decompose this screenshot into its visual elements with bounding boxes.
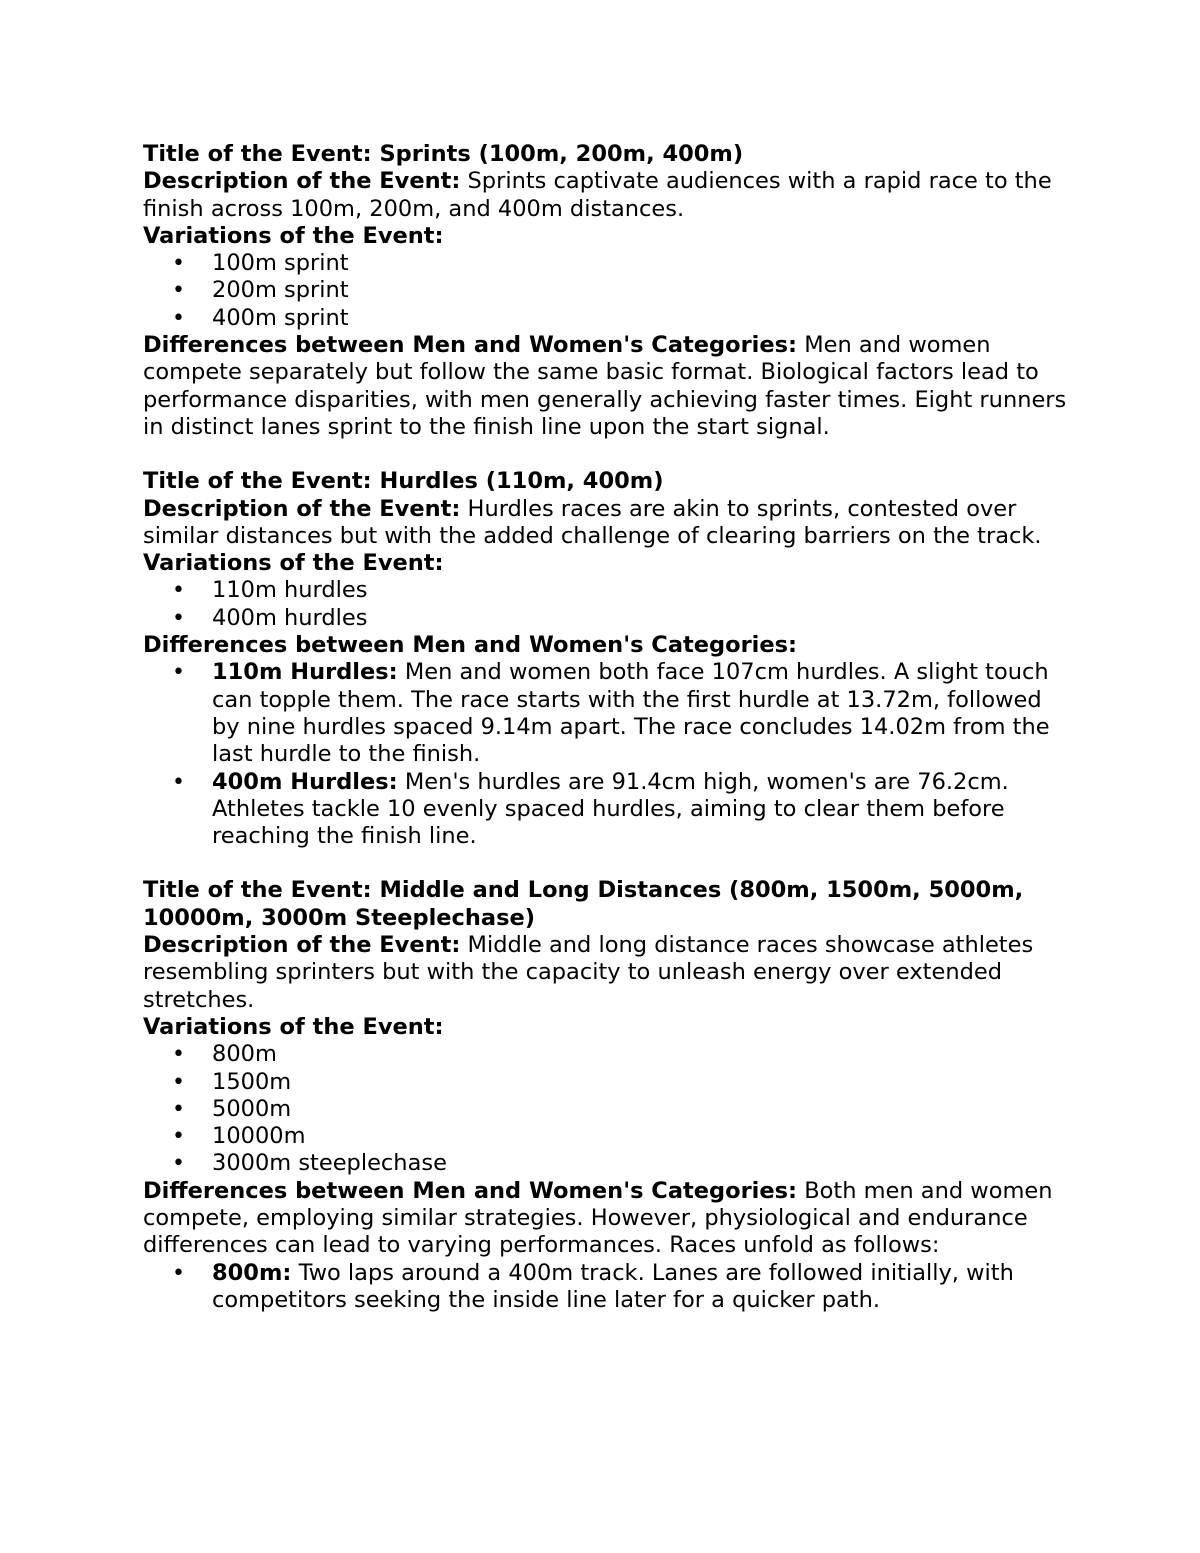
list-item: • 110m hurdles: [172, 577, 368, 604]
variations-heading: Variations of the Event:: [143, 1013, 444, 1040]
document-page: [143, 141, 1073, 1314]
variations-heading: Variations of the Event:: [143, 550, 444, 577]
variations-heading: Variations of the Event:: [143, 222, 444, 249]
description-label: Description of the Event:: [143, 495, 461, 522]
bullet-icon: •: [172, 605, 185, 631]
description-text: Sprints captivate audiences with a rapid race to the finish across 100m, 200m, and 400m distances.: [143, 168, 1052, 222]
variations-list: [143, 577, 1073, 632]
differences-heading: Differences between Men and Women's Categories:: [143, 632, 798, 659]
differences-text: Both men and women compete, employing similar strategies. However, physiological and endurance differences can lead to varying performances. Races unfold as follows:: [143, 1177, 1053, 1259]
event-title: Title of the Event: Sprints (100m, 200m, 400m): [143, 141, 744, 167]
bullet-icon: •: [172, 1124, 185, 1150]
event-description: [143, 496, 1073, 551]
list-item: • 800m: Two laps around a 400m track. Lanes are followed initially, with competitors seeking the inside line later for a quicker path.: [172, 1259, 1014, 1313]
event-section-middle-long: [143, 877, 1073, 1314]
list-item: • 800m: [172, 1041, 277, 1068]
differences-label: Differences between Men and Women's Categories:: [143, 332, 798, 359]
section-spacer: [143, 441, 1073, 468]
bullet-icon: •: [172, 1096, 185, 1122]
differences-paragraph: [143, 1178, 1073, 1260]
bullet-icon: •: [172, 578, 185, 604]
description-text: Hurdles races are akin to sprints, contested over similar distances but with the added challenge of clearing barriers on the track.: [143, 495, 1042, 549]
bullet-icon: •: [172, 278, 185, 304]
event-section-sprints: [143, 141, 1073, 441]
variations-list: [143, 1041, 1073, 1177]
list-item: • 110m Hurdles: Men and women both face 107cm hurdles. A slight touch can topple them. The race starts with the first hurdle at 13.72m, followed by nine hurdles spaced 9.14m apart. The race concludes 14.02m from the last hurdle to the finish.: [172, 659, 1050, 768]
list-item: • 400m Hurdles: Men's hurdles are 91.4cm high, women's are 76.2cm. Athletes tackle 10 evenly spaced hurdles, aiming to clear them before reaching the finish line.: [172, 768, 1009, 850]
description-label: Description of the Event:: [143, 168, 461, 195]
list-item: • 100m sprint: [172, 250, 349, 277]
bullet-icon: •: [172, 305, 185, 331]
bullet-icon: •: [172, 1151, 185, 1177]
event-title: Title of the Event: Middle and Long Distances (800m, 1500m, 5000m, 10000m, 3000m Steeplechase): [143, 877, 1024, 931]
bullet-icon: •: [172, 1260, 185, 1286]
list-item: • 400m hurdles: [172, 604, 368, 631]
differences-label: Differences between Men and Women's Categories:: [143, 1177, 798, 1204]
list-item: • 10000m: [172, 1123, 306, 1150]
list-item: • 200m sprint: [172, 277, 349, 304]
bullet-icon: •: [172, 660, 185, 686]
bullet-icon: •: [172, 769, 185, 795]
list-item: • 400m sprint: [172, 304, 349, 331]
bullet-icon: •: [172, 1069, 185, 1095]
variations-list: [143, 250, 1073, 332]
event-title: Title of the Event: Hurdles (110m, 400m): [143, 468, 664, 495]
bullet-icon: •: [172, 251, 185, 277]
description-text: Middle and long distance races showcase athletes resembling sprinters but with the capacity to unleash energy over extended stretches.: [143, 932, 1034, 1013]
section-spacer: [143, 850, 1073, 877]
differences-list: [143, 659, 1073, 850]
bullet-icon: •: [172, 1042, 185, 1068]
event-description: [143, 932, 1073, 1014]
description-label: Description of the Event:: [143, 932, 461, 959]
list-item: • 5000m: [172, 1095, 292, 1122]
differences-text: Men and women compete separately but follow the same basic format. Biological factors lead to performance disparities, with men generally achieving faster times. Eight runners in distinct lanes sprint to the finish line upon the start signal.: [143, 332, 1067, 440]
list-item: • 3000m steeplechase: [172, 1150, 447, 1177]
differences-list: [143, 1260, 1073, 1315]
event-description: [143, 168, 1073, 223]
differences-paragraph: [143, 332, 1073, 441]
list-item: • 1500m: [172, 1068, 292, 1095]
event-section-hurdles: [143, 468, 1073, 850]
